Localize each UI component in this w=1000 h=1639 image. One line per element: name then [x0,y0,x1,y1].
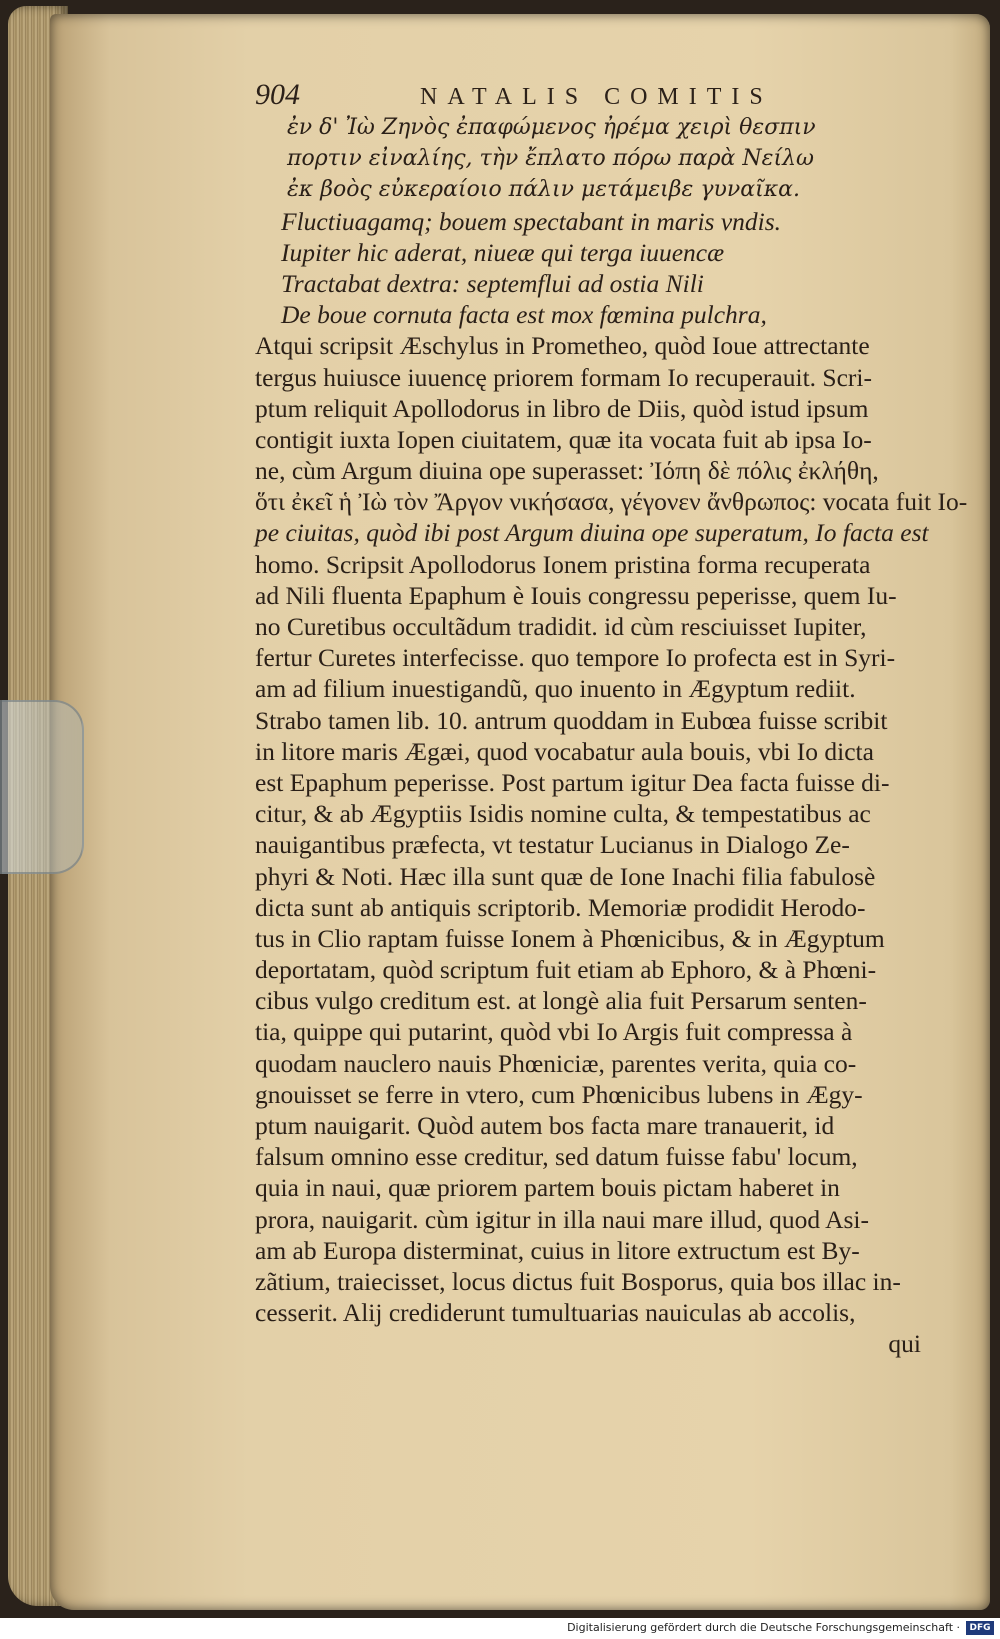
catchword: qui [888,1329,921,1359]
prose-line: citur, & ab Ægyptiis Isidis nomine culta, & tempestatibus ac [255,799,871,829]
prose-line: am ab Europa disterminat, cuius in litore extructum est By- [255,1235,860,1265]
prose-line: fertur Curetes interfecisse. quo tempore Io profecta est in Syri- [255,643,896,673]
prose-line: tus in Clio raptam fuisse Ionem à Phœnicibus, & in Ægyptum [255,923,885,953]
prose-line: in litore maris Ægæi, quod vocabatur aula bouis, vbi Io dicta [255,736,874,766]
latin-verse-line: Tractabat dextra: septemflui ad ostia Nili [281,268,704,298]
prose-line: homo. Scripsit Apollodorus Ionem pristina forma recuperata [255,549,871,579]
page-clip [0,700,84,874]
prose-line: no Curetibus occultãdum tradidit. id cùm resciuisset Iupiter, [255,612,867,641]
prose-line: phyri & Noti. Hæc illa sunt quæ de Ione Inachi filia fabulosè [255,861,876,891]
prose-line: cesserit. Alij crediderunt tumultuarias nauiculas ab accolis, [255,1298,856,1328]
prose-line: tia, quippe qui putarint, quòd vbi Io Argis fuit compressa à [255,1017,853,1047]
prose-line: dicta sunt ab antiquis scriptorib. Memoriæ prodidit Herodo- [255,892,866,922]
prose-line: pe ciuitas, quòd ibi post Argum diuina ope superatum, Io facta est [255,518,929,548]
latin-verse-line: Fluctiuagamq; bouem spectabant in maris vndis. [281,206,782,236]
prose-line: gnouisset se ferre in vtero, cum Phœnicibus lubens in Ægy- [255,1079,863,1109]
prose-line: est Epaphum peperisse. Post partum igitur Dea facta fuisse di- [255,767,890,797]
prose-line: ne, cùm Argum diuina ope superasset: Ἰόπη δὲ πόλις ἐκλήθη, [255,456,879,486]
dfg-logo-icon: DFG [966,1621,994,1635]
prose-line: zãtium, traiecisset, locus dictus fuit Bosporus, quia bos illac in- [255,1266,901,1296]
prose-line: ptum reliquit Apollodorus in libro de Diis, quòd istud ipsum [255,393,869,423]
prose-line: ὅτι ἐκεῖ ἡ Ἰὼ τὸν Ἄργον νικήσασα, γέγονεν ἄνθρωπος: vocata fuit Io- [255,487,968,517]
page-number: 904 [255,78,300,111]
prose-line: Atqui scripsit Æschylus in Prometheo, quòd Ioue attrectante [255,331,870,361]
prose-line: falsum omnino esse creditur, sed datum fuisse fabu' locum, [255,1142,858,1172]
greek-verse-line: ἐκ βοὸς εὐκεραίοιο πάλιν μετάμειβε γυναῖκα. [287,177,800,203]
prose-line: nauigantibus præfecta, vt testatur Lucianus in Dialogo Ze- [255,830,850,860]
prose-line: deportatam, quòd scriptum fuit etiam ab Ephoro, & à Phœni- [255,955,877,985]
prose-line: quodam nauclero nauis Phœniciæ, parentes verita, quia co- [255,1048,857,1078]
prose-line: prora, nauigarit. cùm igitur in illa naui mare illud, quod Asi- [255,1204,869,1234]
prose-line: ad Nili fluenta Epaphum è Iouis congressu peperisse, quem Iu- [255,580,897,610]
dfg-credit: Digitalisierung gefördert durch die Deutsche Forschungsgemeinschaft · [567,1621,960,1634]
prose-line: Strabo tamen lib. 10. antrum quoddam in Eubœa fuisse scribit [255,705,888,735]
digitization-footer [0,1618,1000,1639]
prose-line: am ad filium inuestigandũ, quo inuento in Ægyptum rediit. [255,674,856,704]
greek-verse-line: ἐν δ' Ἰὼ Ζηνὸς ἐπαφώμενος ἠρέμα χειρὶ θεσπιν [287,115,816,140]
prose-line: quia in naui, quæ priorem partem bouis pictam haberet in [255,1173,840,1203]
prose-line: ptum nauigarit. Quòd autem bos facta mare tranauerit, id [255,1111,835,1140]
greek-verse-line: πορτιν εἰναλίης, τὴν ἔπλατο πόρω παρὰ Νείλω [287,146,814,172]
page-text [255,112,968,1360]
running-head: NATALIS COMITIS [420,84,773,110]
prose-line: tergus huiusce iuuencę priorem formam Io recuperauit. Scri- [255,362,872,392]
prose-line: contigit iuxta Iopen ciuitatem, quæ ita vocata fuit ab ipsa Io- [255,424,872,454]
latin-verse-line: De boue cornuta facta est mox fœmina pulchra, [281,300,767,330]
latin-verse-line: Iupiter hic aderat, niueæ qui terga iuuencæ [281,237,725,267]
prose-line: cibus vulgo creditum est. at longè alia fuit Persarum senten- [255,986,867,1016]
